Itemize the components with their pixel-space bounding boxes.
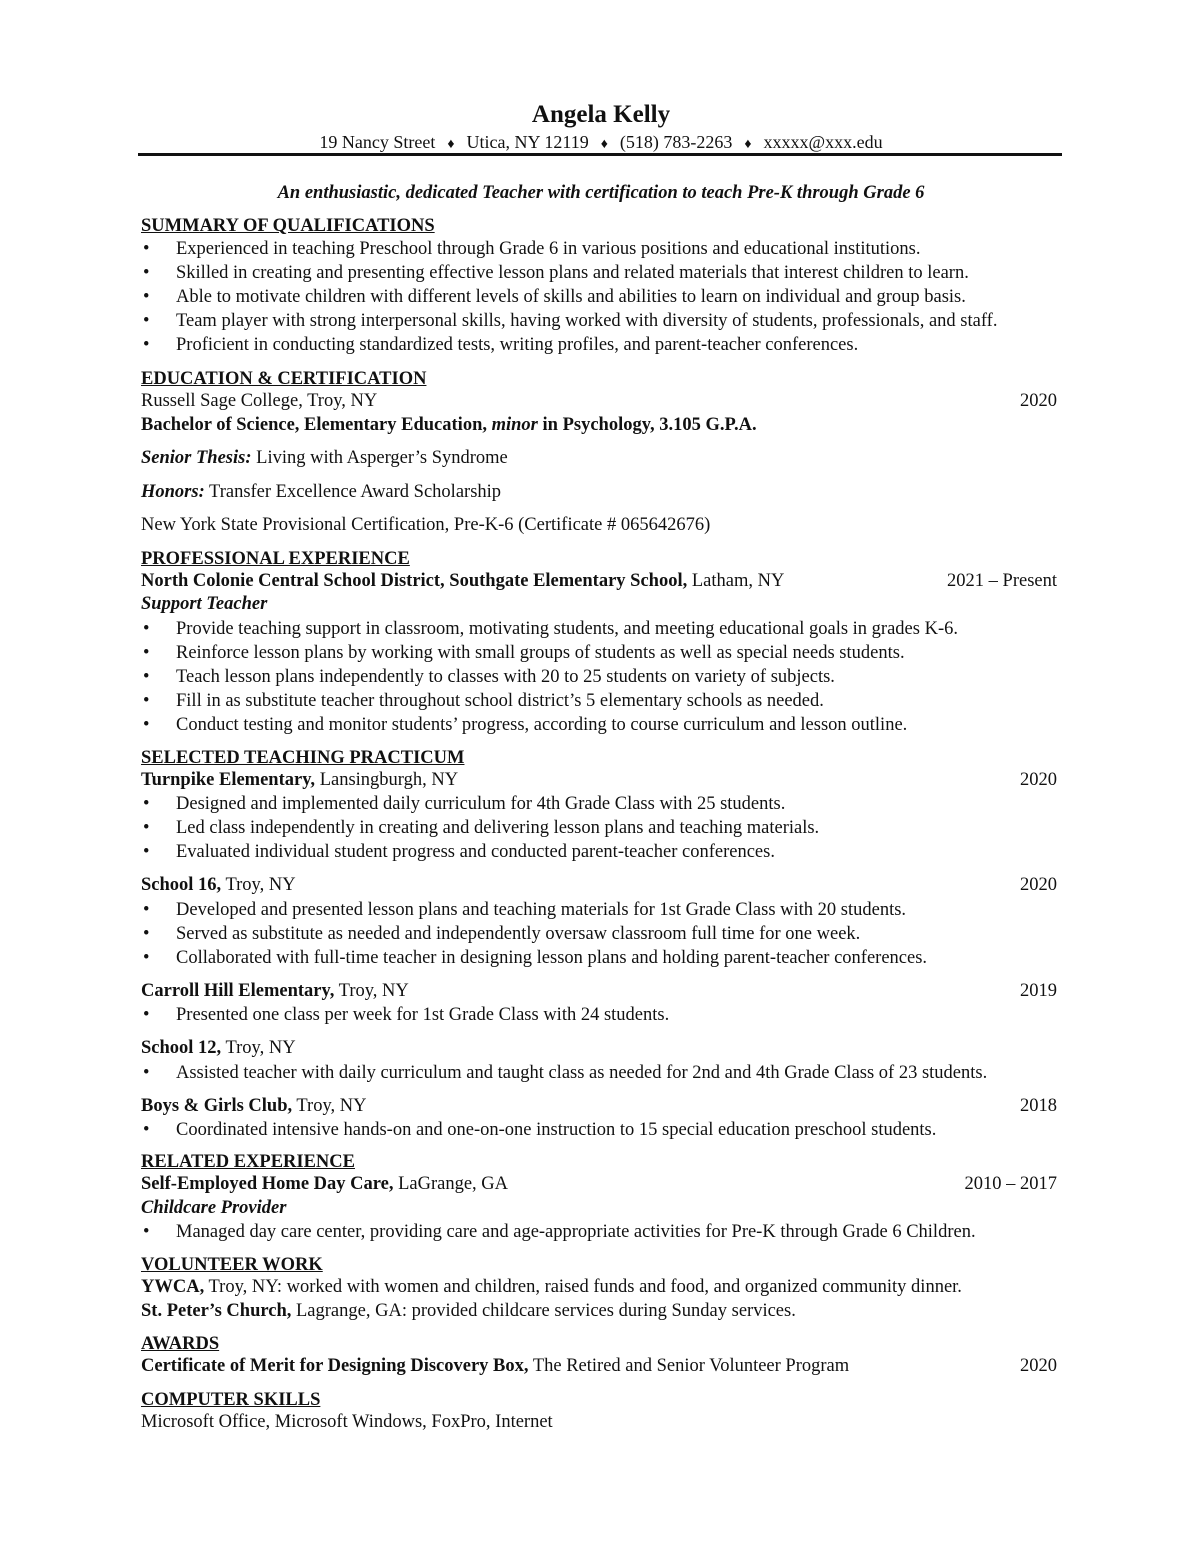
related-org: Self-Employed Home Day Care, [141,1174,394,1194]
candidate-name: Angela Kelly [531,101,671,128]
practicum-date: 2018 [1020,1095,1057,1116]
list-item: • Collaborated with full-time teacher in designing lesson plans and holding parent-teacher conferences. [141,946,1061,970]
experience-location: Latham, NY [687,570,785,591]
list-item: • Fill in as substitute teacher throughout school district’s 5 elementary schools as needed. [141,689,1061,713]
list-item: • Coordinated intensive hands-on and one-on-one instruction to 15 special education preschool students. [141,1118,1061,1142]
diamond-separator-icon: ♦ [744,137,752,152]
volunteer-text: Lagrange, GA: provided childcare services during Sunday services. [291,1300,796,1321]
volunteer-heading: VOLUNTEER WORK [141,1255,323,1275]
related-location: LaGrange, GA [393,1174,509,1194]
practicum-list-3 [141,1003,1061,1027]
practicum-entry-1 [141,769,1061,793]
practicum-list-4 [141,1061,1061,1085]
practicum-location: Troy, NY [221,875,296,895]
experience-org-line [141,570,1061,594]
list-item: • Conduct testing and monitor students’ progress, according to course curriculum and lesson outline. [141,713,1061,737]
degree-text: Bachelor of Science, Elementary Education, [141,414,492,435]
education-heading: EDUCATION & CERTIFICATION [141,369,427,389]
list-item: • Skilled in creating and presenting effective lesson plans and related materials that interest children to learn. [141,261,1061,285]
certification-line: New York State Provisional Certification, Pre-K-6 (Certificate # 065642676) [141,515,711,535]
list-item: • Proficient in conducting standardized tests, writing profiles, and parent-teacher conferences. [141,333,1061,357]
honors-text: Transfer Excellence Award Scholarship [204,481,502,502]
list-item: • Teach lesson plans independently to classes with 20 to 25 students on variety of subjects. [141,665,1061,689]
education-school-line [141,390,1061,414]
summary-list [141,237,1061,357]
list-item: • Reinforce lesson plans by working with small groups of students as well as special needs students. [141,641,1061,665]
experience-role: Support Teacher [141,594,268,614]
practicum-location: Troy, NY [292,1095,367,1116]
education-degree-line [141,414,1061,438]
practicum-location: Troy, NY [221,1038,296,1058]
contact-city: Utica, NY 12119 [466,132,589,152]
honors-line [141,481,1061,505]
practicum-org: Boys & Girls Club, [141,1095,293,1116]
list-item: • Assisted teacher with daily curriculum and taught class as needed for 2nd and 4th Grade Class of 23 students. [141,1061,1061,1085]
award-name: Certificate of Merit for Designing Discovery Box, [141,1356,529,1376]
thesis-line [141,447,1061,471]
related-list [141,1220,1061,1244]
practicum-list-2 [141,898,1061,970]
awards-heading: AWARDS [141,1334,220,1354]
list-item: • Managed day care center, providing care and age-appropriate activities for Pre-K through Grade 6 Children. [141,1220,1061,1244]
skills-text: Microsoft Office, Microsoft Windows, FoxPro, Internet [141,1411,553,1432]
thesis-text: Living with Asperger’s Syndrome [251,448,508,468]
degree-minor: minor [491,414,538,435]
award-line [141,1355,1061,1379]
list-item: • Team player with strong interpersonal skills, having worked with diversity of students, professionals, and staff. [141,309,1061,333]
practicum-entry-3 [141,980,1061,1004]
list-item: • Presented one class per week for 1st Grade Class with 24 students. [141,1003,1061,1027]
volunteer-org: YWCA, [141,1277,205,1297]
education-school: Russell Sage College, Troy, NY [141,391,378,411]
practicum-date: 2020 [1020,769,1057,790]
skills-heading: COMPUTER SKILLS [141,1389,321,1410]
list-item: • Evaluated individual student progress and conducted parent-teacher conferences. [141,840,1061,864]
award-date: 2020 [1020,1356,1057,1376]
list-item: • Experienced in teaching Preschool through Grade 6 in various positions and educational institutions. [141,237,1061,261]
objective-statement: An enthusiastic, dedicated Teacher with certification to teach Pre-K through Grade 6 [277,183,925,203]
experience-heading: PROFESSIONAL EXPERIENCE [141,548,410,569]
practicum-org: Carroll Hill Elementary, [141,980,335,1001]
list-item: • Provide teaching support in classroom, motivating students, and meeting educational goals in grades K-6. [141,617,1061,641]
related-date: 2010 – 2017 [964,1174,1057,1194]
thesis-label: Senior Thesis: [141,448,252,468]
experience-date: 2021 – Present [947,570,1057,591]
contact-address: 19 Nancy Street [319,132,436,152]
volunteer-item [141,1276,1061,1300]
practicum-entry-2 [141,874,1061,898]
education-date: 2020 [1020,391,1057,411]
list-item: • Developed and presented lesson plans and teaching materials for 1st Grade Class with 20 students. [141,898,1061,922]
contact-phone: (518) 783-2263 [619,132,733,152]
practicum-entry-5 [141,1095,1061,1119]
list-item: • Led class independently in creating and delivering lesson plans and teaching materials. [141,816,1061,840]
practicum-date: 2019 [1020,980,1057,1001]
experience-org: North Colonie Central School District, Southgate Elementary School, [141,570,688,591]
related-role: Childcare Provider [141,1197,287,1218]
practicum-location: Lansingburgh, NY [315,769,459,790]
resume-page [141,100,1061,1434]
volunteer-text: Troy, NY: worked with women and children, raised funds and food, and organized community dinner. [204,1277,962,1297]
practicum-date: 2020 [1020,875,1057,895]
summary-heading: SUMMARY OF QUALIFICATIONS [141,216,435,236]
degree-text-end: in Psychology, 3.105 G.P.A. [537,414,757,435]
practicum-org: Turnpike Elementary, [141,769,316,790]
practicum-heading: SELECTED TEACHING PRACTICUM [141,747,465,768]
list-item: • Designed and implemented daily curriculum for 4th Grade Class with 25 students. [141,792,1061,816]
practicum-entry-4 [141,1037,1061,1061]
list-item: • Able to motivate children with different levels of skills and abilities to learn on individual and group basis. [141,285,1061,309]
practicum-org: School 16, [141,875,222,895]
volunteer-org: St. Peter’s Church, [141,1300,292,1321]
related-org-line [141,1173,1061,1197]
practicum-org: School 12, [141,1038,222,1058]
contact-line [141,130,1061,157]
volunteer-item [141,1300,1061,1324]
experience-list [141,617,1061,737]
education-degree [141,414,757,438]
diamond-separator-icon: ♦ [600,137,608,152]
practicum-list-1 [141,792,1061,864]
practicum-location: Troy, NY [334,980,409,1001]
honors-label: Honors: [141,481,205,502]
award-text: The Retired and Senior Volunteer Program [528,1356,850,1376]
contact-email: xxxxx@xxx.edu [763,132,883,152]
related-heading: RELATED EXPERIENCE [141,1152,355,1172]
list-item: • Served as substitute as needed and independently oversaw classroom full time for one week. [141,922,1061,946]
diamond-separator-icon: ♦ [447,137,455,152]
practicum-list-5 [141,1118,1061,1142]
